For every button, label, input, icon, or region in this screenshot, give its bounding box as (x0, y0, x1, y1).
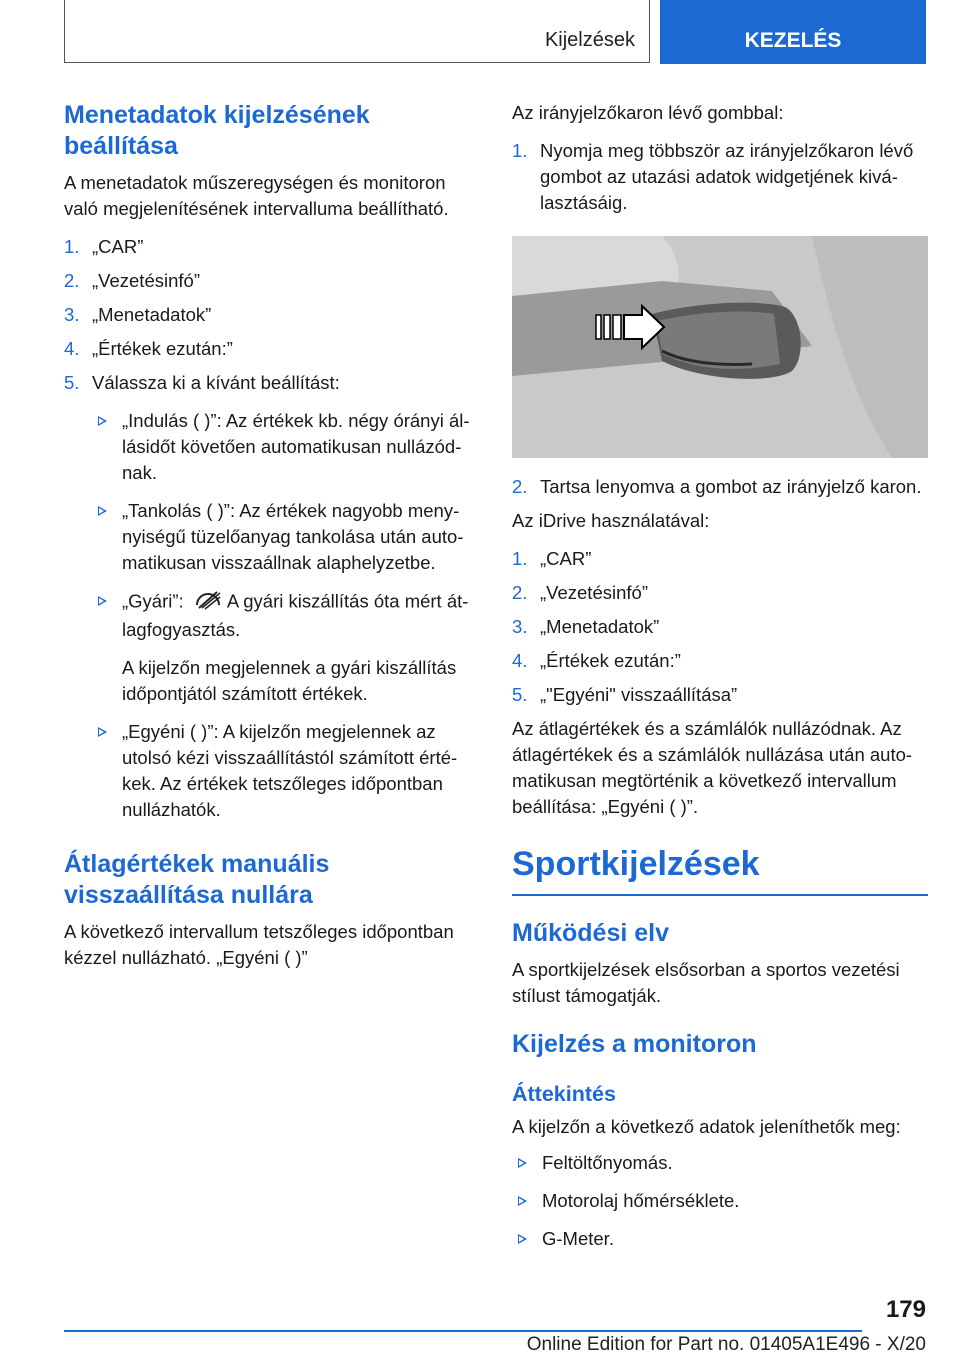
overview-item-text: G-Meter. (542, 1228, 614, 1249)
step-number: 2. (512, 476, 528, 497)
footer-edition: Online Edition for Part no. 01405A1E496 - X/20 (526, 1334, 926, 1355)
step-number: 5. (512, 684, 528, 705)
footer-divider (64, 1330, 862, 1332)
list-item (512, 138, 928, 216)
overview-item-text: Motorolaj hőmérséklete. (542, 1190, 740, 1211)
list-item (512, 1226, 928, 1252)
list-item (512, 614, 928, 640)
right-column (512, 100, 928, 1264)
list-item (512, 474, 928, 500)
left-column (64, 100, 480, 971)
list-item (512, 580, 928, 606)
list-item (92, 498, 480, 576)
settings-steps (64, 234, 480, 823)
heading-trip-data-settings: Menetadatok kijelzésének beállítása (64, 101, 370, 160)
step-number: 1. (64, 236, 80, 257)
step-text: „Vezetésinfó” (540, 582, 648, 603)
header-frame (64, 0, 650, 63)
option-text: A gyári kiszállítás óta mért átlagfogyasztás. (122, 590, 469, 640)
idrive-steps (512, 546, 928, 708)
option-text: „Tankolás ( )”: Az értékek nagyobb menynyiségű tüzelőanyag tankolása után automatikusan visszaállnak alaphelyzetbe. (122, 500, 464, 573)
list-item (64, 302, 480, 328)
list-item (92, 408, 480, 486)
step-text: „CAR” (540, 548, 592, 569)
bullet-triangle-icon (518, 1196, 527, 1206)
list-item (512, 1188, 928, 1214)
step-text: „Menetadatok” (540, 616, 660, 637)
heading-sport-displays: Sportkijelzések (512, 844, 928, 896)
list-item (512, 648, 928, 674)
heading-manual-reset: Átlagértékek manuális visszaállítása nullára (64, 850, 330, 909)
option-text: „Egyéni ( )”: A kijelzőn megjelennek az utolsó kézi visszaállítástól számított értékek. Az értékek tetszőleges időpontban nullázhatók. (122, 721, 458, 820)
list-item (92, 719, 480, 823)
overview-list (512, 1150, 928, 1252)
step-text: Válassza ki a kívánt beállítást: (92, 372, 340, 393)
lever-steps (512, 138, 928, 216)
step-number: 4. (64, 338, 80, 359)
step-text: „Vezetésinfó” (92, 270, 200, 291)
heading-principle: Működési elv (512, 919, 669, 947)
list-item (64, 234, 480, 260)
page-number: 179 (885, 1296, 926, 1323)
list-item (512, 1150, 928, 1176)
heading-monitor-display: Kijelzés a monitoron (512, 1030, 757, 1058)
option-text: „Indulás ( )”: Az értékek kb. négy órányi állásidőt követően automatikusan nullázódnak. (122, 410, 470, 483)
overview-item-text: Feltöltőnyomás. (542, 1152, 673, 1173)
list-item (512, 682, 928, 708)
list-item (92, 588, 480, 707)
step-text: „CAR” (92, 236, 144, 257)
bullet-triangle-icon (518, 1158, 527, 1168)
bullet-triangle-icon (98, 596, 107, 606)
step-number: 2. (512, 582, 528, 603)
bullet-triangle-icon (98, 727, 107, 737)
factory-gauge-icon (193, 588, 223, 617)
idrive-intro: Az iDrive használatával: (512, 510, 710, 531)
bullet-triangle-icon (518, 1234, 527, 1244)
step-text: „Menetadatok” (92, 304, 212, 325)
lever-steps-continued (512, 474, 928, 500)
step-text: „Értékek ezután:” (540, 650, 681, 671)
step-number: 5. (64, 372, 80, 393)
step-number: 1. (512, 140, 528, 161)
idrive-result-text: Az átlagértékek és a számlálók nullázódnak. Az átlagértékek és a számlálók nullázása után automatikusan megtörténik a következő intervallum beállítása: „Egyéni ( )”. (512, 718, 913, 817)
bullet-triangle-icon (98, 506, 107, 516)
overview-text: A kijelzőn a következő adatok jeleníthetők meg: (512, 1116, 901, 1137)
chapter-tab: KEZELÉS (660, 0, 926, 64)
options-list (92, 408, 480, 823)
intro-paragraph: A menetadatok műszeregységen és monitoron való megjelenítésének intervalluma beállítható. (64, 172, 449, 219)
step-number: 2. (64, 270, 80, 291)
reset-paragraph: A következő intervallum tetszőleges időpontban kézzel nullázható. „Egyéni ( )” (64, 921, 454, 968)
list-item (512, 546, 928, 572)
section-title: Kijelzések (544, 29, 635, 51)
list-item (64, 336, 480, 362)
heading-overview: Áttekintés (512, 1082, 616, 1106)
step-number: 4. (512, 650, 528, 671)
step-number: 1. (512, 548, 528, 569)
list-item (64, 370, 480, 823)
step-text: Tartsa lenyomva a gombot az irányjelző karon. (540, 476, 922, 497)
principle-text: A sportkijelzések elsősorban a sportos vezetési stílust támogatják. (512, 959, 900, 1006)
bullet-triangle-icon (98, 416, 107, 426)
step-text: „"Egyéni" visszaállítása” (540, 684, 738, 705)
step-text: Nyomja meg többször az irányjelzőkaron lévő gombot az utazási adatok widgetjének kiválasztásáig. (540, 140, 914, 213)
turn-signal-lever-illustration (512, 236, 928, 458)
step-number: 3. (512, 616, 528, 637)
list-item (64, 268, 480, 294)
step-text: „Értékek ezután:” (92, 338, 233, 359)
lever-intro: Az irányjelzőkaron lévő gombbal: (512, 102, 784, 123)
option-text: „Gyári”: (122, 590, 184, 612)
page-header (64, 0, 926, 64)
step-number: 3. (64, 304, 80, 325)
option-extra-text: A kijelzőn megjelennek a gyári kiszállítás időpontjától számított értékek. (122, 657, 457, 704)
